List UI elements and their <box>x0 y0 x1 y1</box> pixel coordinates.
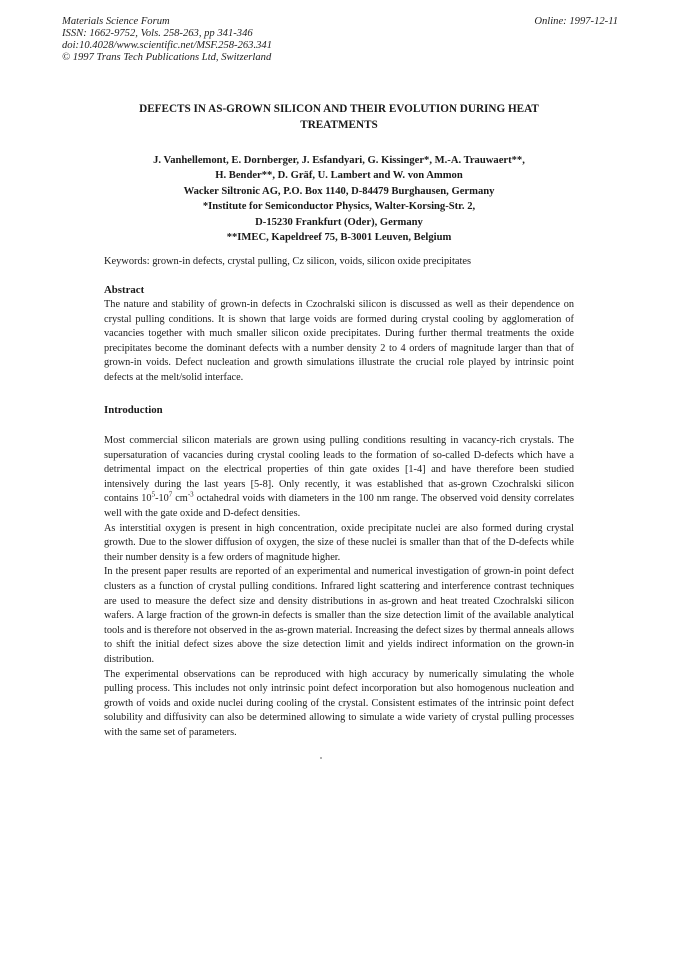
issn-line: ISSN: 1662-9752, Vols. 258-263, pp 341-346 <box>62 28 253 39</box>
intro-paragraph-2: As interstitial oxygen is present in high concentration, oxide precipitate nuclei are also formed during crystal growth. Due to the slower diffusion of oxygen, the size of these nuclei is smaller than that of the D-defects while their number density is a few orders of magnitude higher. <box>104 522 574 563</box>
page-mark <box>320 757 322 759</box>
affiliation-line: *Institute for Semiconductor Physics, Walter-Korsing-Str. 2, <box>202 201 476 213</box>
intro-paragraph-3: In the present paper results are reported of an experimental and numerical investigation of grown-in point defect clusters as a function of crystal pulling conditions. Infrared light scattering and interference contrast techniques are used to measure the defect size and density distributions in as-grown and heat treated Czochralski silicon wafers. A large fraction of the grown-in defects is smaller than the size detection limit of the available analytical tools and is therefore not observed in the as-grown material. Increasing the defect sizes by thermal anneals allows to shift the initial defect sizes above the size detection limit and yields indirect information on the grown-in distribution. <box>104 566 574 665</box>
online-date: Online: 1997-12-11 <box>534 16 618 27</box>
abstract-text: The nature and stability of grown-in defects in Czochralski silicon is discussed as well as their dependence on crystal pulling conditions. It is shown that large voids are formed during crystal cooling by agglomeration of vacancies together with much smaller silicon oxide precipitates. During further thermal treatments the oxide precipitates become the dominant defects with a number density 2 to 4 orders of magnitude larger than that of grown-in voids. Defect nucleation and growth simulations illustrate the crucial role played by intrinsic point defects at the melt/solid interface. <box>104 299 574 383</box>
intro-paragraph-4: The experimental observations can be reproduced with high accuracy by numerically simulating the whole pulling process. This includes not only intrinsic point defect incorporation but also homogenous nucleation and growth of voids and oxide nuclei during cooling of the crystal. Consistent estimates of the intrinsic point defect solubility and diffusivity can also be determined allowing to simulate a wide variety of crystal pulling processes with the same set of parameters. <box>104 668 574 738</box>
doi-line: doi:10.4028/www.scientific.net/MSF.258-263.341 <box>62 40 272 51</box>
keywords: Keywords: grown-in defects, crystal pulling, Cz silicon, voids, silicon oxide precipitates <box>104 256 472 267</box>
affiliation-line: Wacker Siltronic AG, P.O. Box 1140, D-84479 Burghausen, Germany <box>183 185 495 197</box>
intro-paragraph-1: Most commercial silicon materials are grown using pulling conditions resulting in vacancy-rich crystals. The supersaturation of vacancies during crystal cooling leads to the formation of so-called D-defects which have a detrimental impact on the electrical properties of thin gate oxides [1-4] and have therefore been studied intensively during the last years [5-8]. Only recently, it was established that as-grown Czochralski silicon contains $10^5-10^7$ $cm^{-3}$ octahedral voids with diameters in the 100 nm range. The observed void density correlates well with the gate oxide and D-defect densities. <box>104 435 575 519</box>
copyright-line: © 1997 Trans Tech Publications Ltd, Switzerland <box>62 52 272 63</box>
affiliation-line: D-15230 Frankfurt (Oder), Germany <box>255 216 423 228</box>
author-line: H. Bender**, D. Gräf, U. Lambert and W. von Ammon <box>215 170 463 182</box>
journal-name: Materials Science Forum <box>62 16 170 27</box>
paper-title: DEFECTS IN AS-GROWN SILICON AND THEIR EVOLUTION DURING HEAT TREATMENTS <box>139 103 539 131</box>
author-line: J. Vanhellemont, E. Dornberger, J. Esfandyari, G. Kissinger*, M.-A. Trauwaert**, <box>153 155 525 166</box>
journal-header <box>62 16 272 64</box>
introduction-body <box>104 434 574 740</box>
affiliation-line: **IMEC, Kapeldreef 75, B-3001 Leuven, Belgium <box>226 232 452 244</box>
introduction-heading: Introduction <box>104 404 163 416</box>
abstract-heading: Abstract <box>104 284 145 296</box>
author-block <box>104 153 574 245</box>
